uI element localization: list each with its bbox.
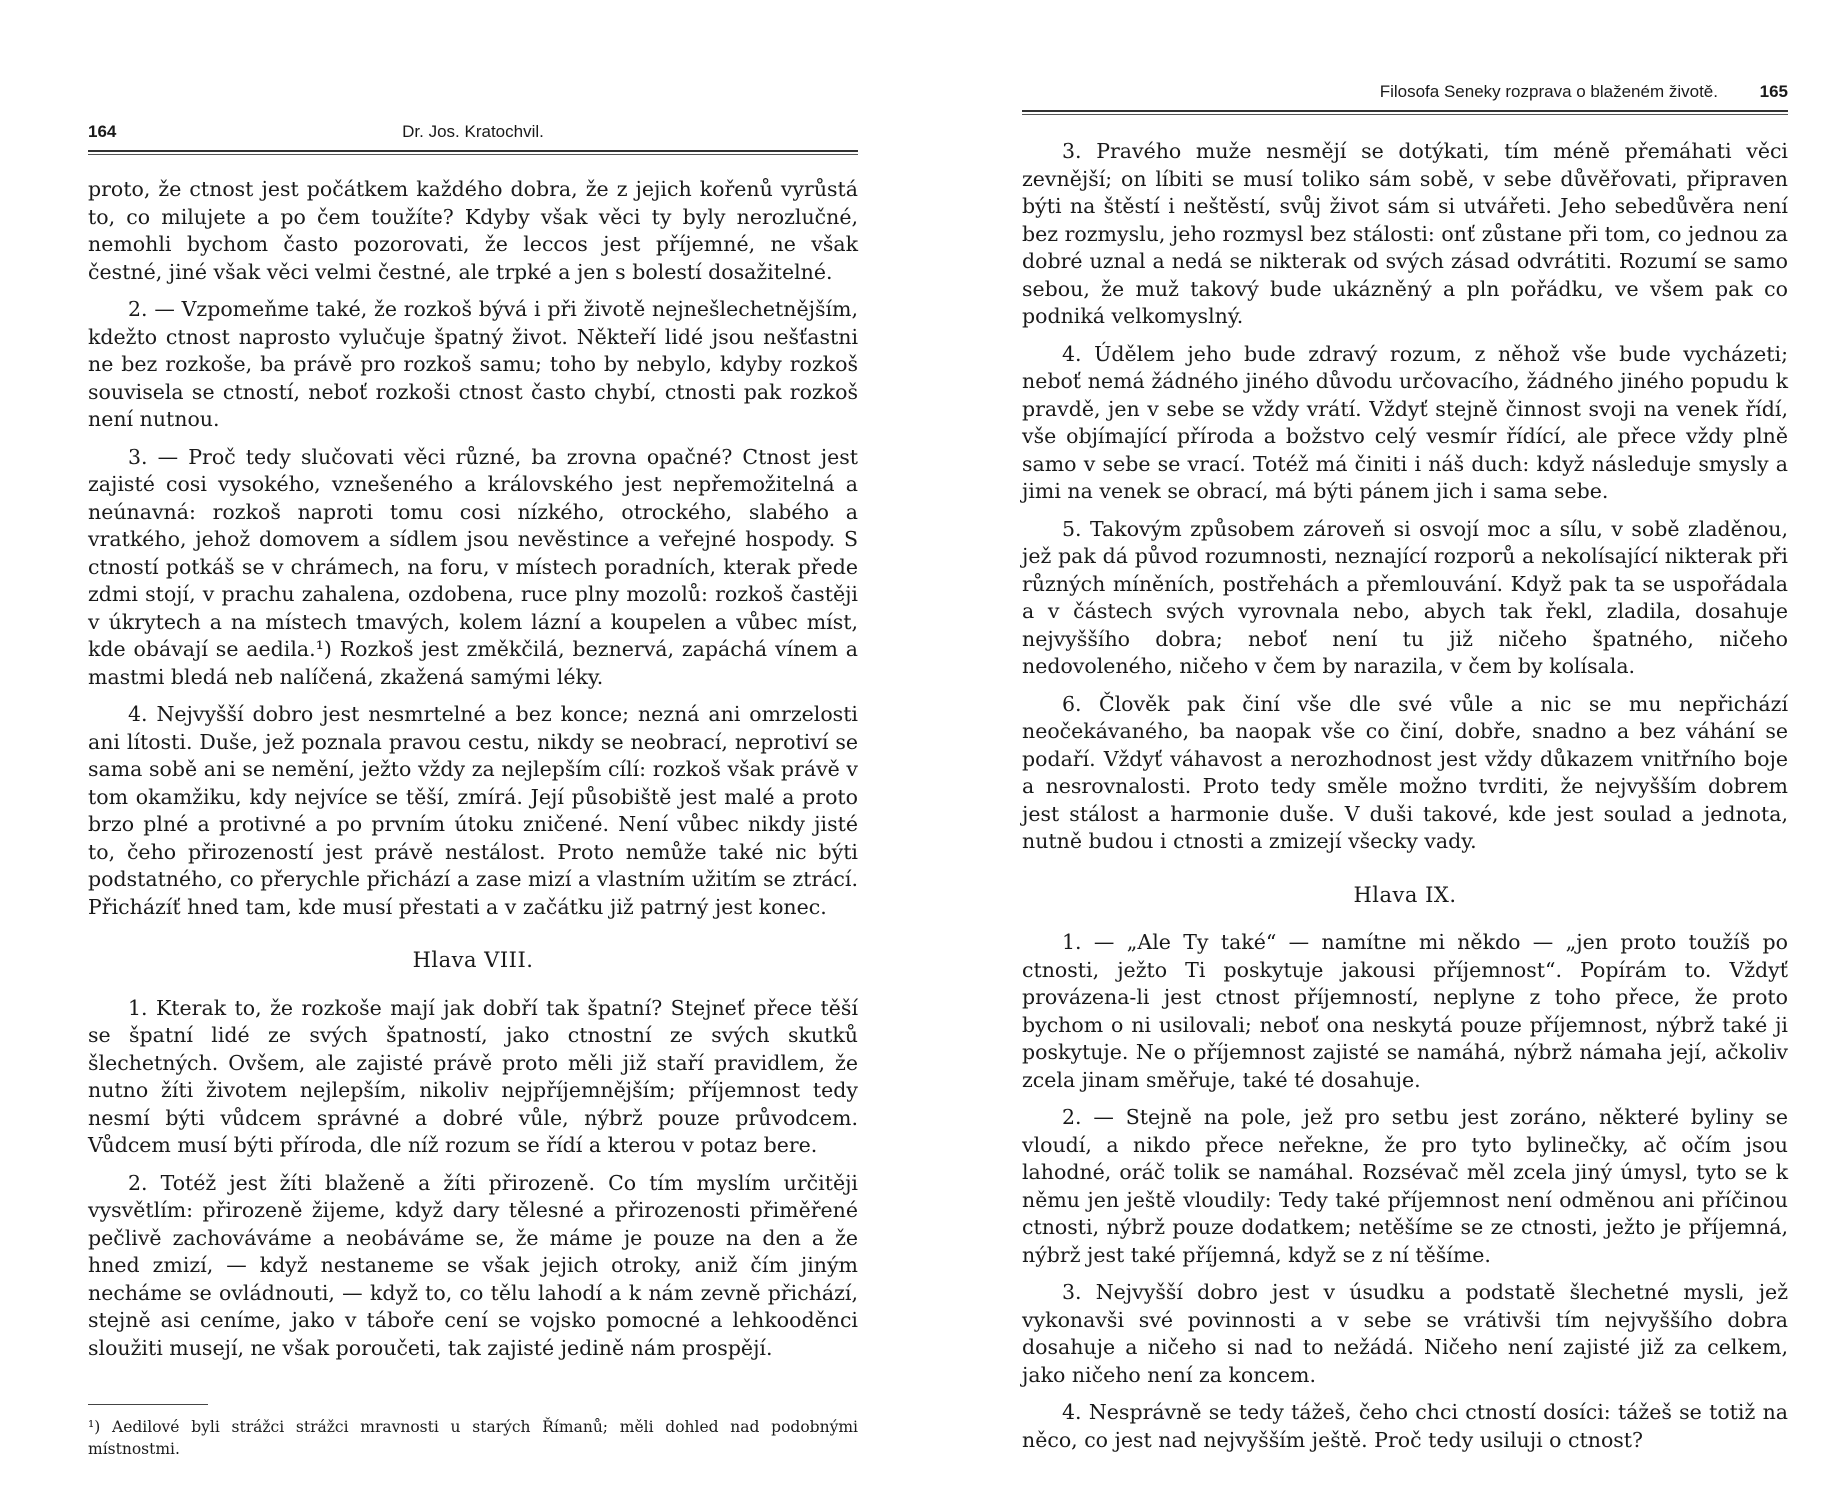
left-page-header <box>88 122 858 152</box>
header-rule <box>1022 110 1788 115</box>
right-page-text <box>1022 138 1788 1464</box>
paragraph: 4. Nejvyšší dobro jest nesmrtelné a bez konce; nezná ani omrzelosti ani lítosti. Duše, jež poznala pravou cestu, nikdy se neobrací, neprotiví se sama sobě ani se nemění, ježto vždy za nejlepším cílí: rozkoš však právě v tom okamžiku, kdy nejvíce se těší, zmírá. Její působiště jest malé a proto brzo plné a protivné a po prvním útoku zničené. Není vůbec nikdy jisté to, čeho přirozeností jest právě nestálost. Proto nemůže také nic býti podstatného, co přerychle přichází a zase mizí a vlastním užitím se ztrácí. Přicházíť hned tam, kde musí přestati a v začátku již patrný jest konec. <box>88 702 858 919</box>
chapter-heading: Hlava VIII. <box>412 948 534 972</box>
page-number: 165 <box>1759 82 1788 101</box>
paragraph: 3. Pravého muže nesmějí se dotýkati, tím méně přemáhati věci zevnější; on líbiti se musí toliko sám sobě, v sebe důvěřovati, připraven býti na štěstí i neštěstí, svůj život sám si utvářeti. Jeho sebedůvěra není bez rozmyslu, jeho rozmysl bez stálosti: onť zůstane při tom, co jednou za dobré uznal a nedá se nikterak od svých zásad odvrátiti. Rozumí se samo sebou, že muž takový bude ukázněný a pln pořádku, ve všem pak co podniká velkomyslný. <box>1022 139 1788 328</box>
paragraph: 2. Totéž jest žíti blaženě a žíti přirozeně. Co tím myslím určitěji vysvětlím: přirozeně žijeme, když dary tělesné a přirozenosti přiměřené pečlivě zachováváme a neobáváme se, že máme je pouze na den a že hned zmizí, — když nestaneme se však jejich otroky, aniž čím jiným necháme se ovládnouti, — když to, co tělu lahodí a k nám zevně přichází, stejně asi ceníme, jako v táboře cení se vojsko pomocné a lehkooděnci sloužiti musejí, ne však poroučeti, tak zajisté jedině nám prospějí. <box>88 1170 858 1360</box>
paragraph: 2. — Vzpomeňme také, že rozkoš bývá i při životě nejnešlechetnějším, kdežto ctnost naprosto vylučuje špatný život. Někteří lidé jsou nešťastni ne bez rozkoše, ba právě pro rozkoš samu; toho by nebylo, kdyby rozkoš souvisela se ctností, neboť rozkoši ctnost často chybí, ctnosti pak rozkoš není nutnou. <box>88 297 858 431</box>
running-head: Dr. Jos. Kratochvil. <box>402 122 544 141</box>
right-page <box>1022 0 1788 1500</box>
paragraph: 4. Údělem jeho bude zdravý rozum, z něhož vše bude vycházeti; neboť nemá žádného jiného důvodu určovacího, žádného jiného popudu k pravdě, jen v sebe se vždy vrátí. Vždyť stejně činnost svoji na venek řídí, vše objímající příroda a božstvo celý vesmír řídící, ale přece vždy plně samo v sebe se vrací. Totéž má činiti i náš duch: když následuje smysly a jimi na venek se obrací, má býti pánem jich i sama sebe. <box>1022 341 1788 503</box>
left-page <box>88 0 858 1500</box>
paragraph: 4. Nesprávně se tedy tážeš, čeho chci ctností dosíci: tážeš se totiž na něco, co jest nad nejvyšším ještě. Proč tedy usiluji o ctnost? <box>1022 1400 1788 1452</box>
chapter-heading: Hlava IX. <box>1353 882 1457 907</box>
paragraph: 3. Nejvyšší dobro jest v úsudku a podstatě šlechetné mysli, jež vykonavši své povinnosti a v sebe se vrátivši tím nejvyššího dobra dosahuje a ničeho si nad to nežádá. Ničeho není zajisté již za celkem, jako ničeho není za koncem. <box>1022 1280 1788 1387</box>
header-rule <box>88 150 858 155</box>
paragraph: proto, že ctnost jest počátkem každého dobra, že z jejich kořenů vyrůstá to, co milujete a po čem toužíte? Kdyby však věci ty byly nerozlučné, nemohli bychom často pozorovati, že leccos jest příjemné, ne však čestné, jiné však věci velmi čestné, ale trpké a jen s bolestí dosažitelné. <box>88 177 858 284</box>
paragraph: 1. — „Ale Ty také“ — namítne mi někdo — „jen proto toužíš po ctnosti, ježto Ti poskytuje jakousi příjemnost“. Popírám to. Vždyť provázena-li jest ctnost příjemností, neplyne z toho přece, že proto bychom o ni usilovali; neboť ona neskytá pouze příjemnost, nýbrž také ji poskytuje. Ne o příjemnost zajisté se namáhá, nýbrž námaha její, ačkoliv zcela jinam směřuje, také té dosahuje. <box>1022 930 1788 1092</box>
page-number: 164 <box>88 122 117 141</box>
footnote-rule <box>88 1404 208 1405</box>
footnote: ¹) Aedilové byli strážci strážci mravnosti u starých Římanů; měli dohled nad podobnými místnostmi. <box>88 1418 858 1458</box>
right-page-header <box>1022 82 1788 112</box>
left-page-text <box>88 176 858 1372</box>
paragraph: 6. Člověk pak činí vše dle své vůle a nic se mu nepřichází neočekávaného, ba naopak vše co činí, dobře, snadno a bez váhání se podaří. Vždyť váhavost a nerozhodnost jest vždy důkazem vnitřního boje a nesrovnalosti. Proto tedy směle možno tvrditi, že nejvyšším dobrem jest stálost a harmonie duše. V duši takové, kde jest soulad a jednota, nutně budou i ctnosti a zmizejí všecky vady. <box>1022 691 1788 853</box>
paragraph: 1. Kterak to, že rozkoše mají jak dobří tak špatní? Stejneť přece těší se špatní lidé ze svých špatností, jako ctnostní ze svých skutků šlechetných. Ovšem, ale zajisté právě proto měli již staří pravidlem, že nutno žíti životem nejlepším, nikoliv nejpříjemnějším; příjemnost tedy nesmí býti vůdcem správné a dobré vůle, nýbrž pouze průvodcem. Vůdcem musí býti příroda, dle níž rozum se řídí a kterou v potaz bere. <box>88 995 858 1157</box>
paragraph: 5. Takovým způsobem zároveň si osvojí moc a sílu, v sobě zladěnou, jež pak dá původ rozumnosti, neznající rozporů a nekolísající nikterak při různých míněních, postřehách a přemlouvání. Když pak ta se uspořádala a v částech svých vyrovnala nebo, abych tak řekl, zladila, dosahuje nejvyššího dobra; neboť není tu již ničeho špatného, ničeho nedovoleného, ničeho v čem by narazila, v čem by kolísala. <box>1022 516 1788 678</box>
paragraph: 2. — Stejně na pole, jež pro setbu jest zoráno, některé byliny se vloudí, a nikdo přece neřekne, že pro tyto bylinečky, ač očím jsou lahodné, oráč tolik se namáhal. Rozsévač měl zcela jiný úmysl, tyto se k němu jen ještě vloudily: Tedy také příjemnost není odměnou ani příčinou ctnosti, nýbrž pouze dodatkem; netěšíme se ze ctnosti, ježto je příjemná, nýbrž jest také příjemná, když se z ní těšíme. <box>1022 1105 1788 1267</box>
paragraph: 3. — Proč tedy slučovati věci různé, ba zrovna opačné? Ctnost jest zajisté cosi vysokého, vznešeného a královského jest nepřemožitelná a neúnavná: rozkoš naproti tomu cosi nízkého, otrockého, slabého a vratkého, jehož domovem a sídlem jsou nevěstince a veřejné hospody. S ctností potkáš se v chrámech, na foru, v místech poradních, kterak přede zdmi stojí, v prachu zahalena, ozdobena, ruce plny mozolů: rozkoš častěji v úkrytech a na místech tmavých, kolem lázní a koupelen a vůbec míst, kde obávají se aedila.¹) Rozkoš jest změkčilá, beznervá, zapáchá vínem a mastmi bledá neb nalíčená, zkažená samými léky. <box>88 444 858 689</box>
running-head: Filosofa Seneky rozprava o blaženém životě. <box>1379 82 1718 101</box>
